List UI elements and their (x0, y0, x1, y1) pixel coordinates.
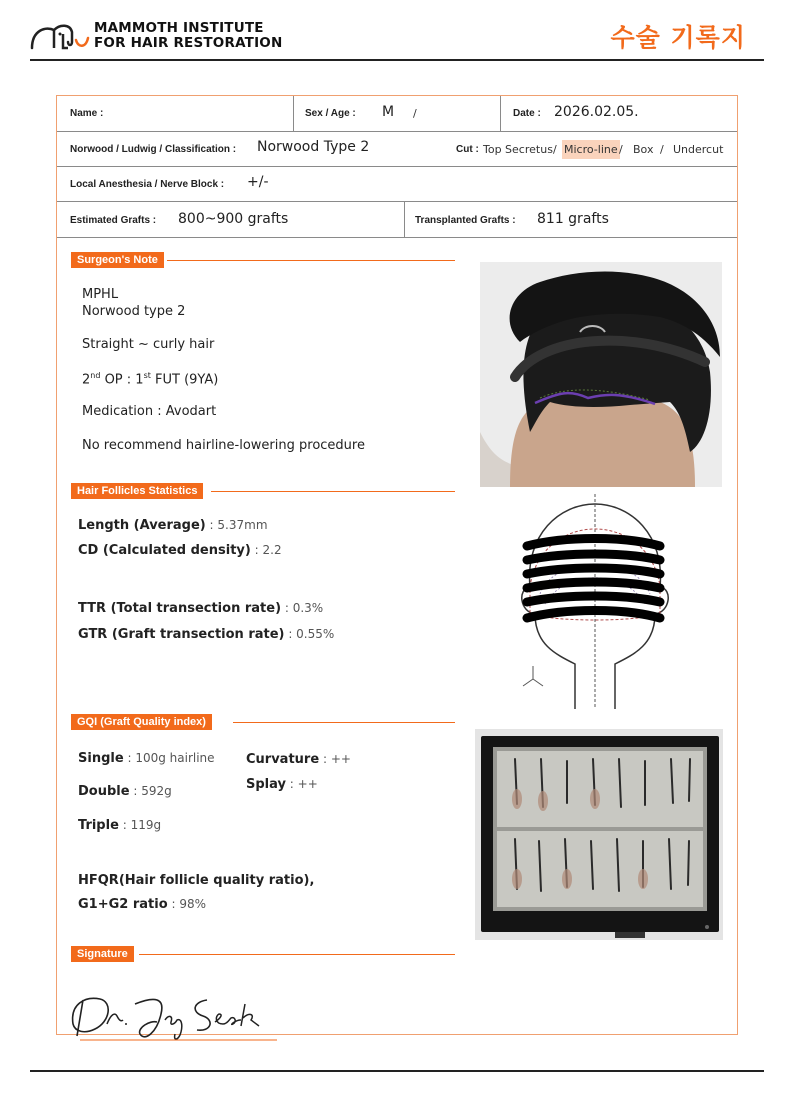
anesthesia-value[interactable]: +/- (247, 174, 269, 190)
section-signature (71, 946, 457, 962)
bottom-rule (30, 1070, 764, 1072)
note-text: FUT (9YA) (150, 372, 219, 388)
gqi-label: Splay (246, 777, 286, 792)
institute-name (94, 21, 283, 50)
row-grafts (57, 202, 737, 238)
divider (293, 96, 294, 131)
cut-separator: / (553, 143, 557, 156)
row-anesthesia (57, 167, 737, 202)
gqi-value: : ++ (285, 777, 318, 791)
cut-separator: / (660, 143, 664, 156)
hairline-photo (480, 262, 722, 487)
stat-value: : 0.3% (281, 601, 324, 615)
gqi-label: G1+G2 ratio (78, 897, 168, 912)
name-label: Name : (70, 108, 104, 119)
cut-option-undercut[interactable]: Undercut (673, 143, 724, 156)
cut-option-micro-line[interactable]: Micro-line (562, 140, 620, 159)
section-hair-follicles-statistics (71, 483, 457, 499)
stat-value: : 0.55% (284, 627, 335, 641)
gqi-g1g2 (78, 897, 206, 912)
head-diagram (515, 494, 675, 714)
cut-option-top-secretus[interactable]: Top Secretus (483, 143, 553, 156)
section-title: GQI (Graft Quality index) (71, 714, 212, 730)
gqi-label: Curvature (246, 752, 320, 767)
estimated-grafts-value[interactable]: 800~900 grafts (178, 211, 289, 227)
signature-image[interactable] (65, 984, 280, 1044)
note-text: 2 (82, 372, 91, 388)
sex-value[interactable]: M (382, 104, 395, 120)
note-line: No recommend hairline-lowering procedure (82, 438, 365, 453)
gqi-value: : ++ (319, 752, 351, 766)
gqi-curvature (246, 752, 351, 767)
institute-line-2: FOR HAIR RESTORATION (94, 34, 283, 51)
cut-label: Cut : (456, 144, 479, 155)
section-title: Hair Follicles Statistics (71, 483, 203, 499)
note-line: Medication : Avodart (82, 404, 217, 419)
gqi-value: : 98% (167, 897, 206, 911)
section-gqi (71, 714, 457, 730)
gqi-value: : 119g (118, 818, 162, 832)
stat-cd (78, 543, 282, 558)
section-title: Surgeon's Note (71, 252, 164, 268)
section-rule (167, 260, 455, 261)
date-label: Date : (513, 108, 541, 119)
transplanted-grafts-label: Transplanted Grafts : (415, 215, 516, 226)
estimated-grafts-label: Estimated Grafts : (70, 215, 157, 226)
gqi-hfqr-text: HFQR(Hair follicle quality ratio), (78, 873, 315, 888)
gqi-label: Triple (78, 818, 119, 833)
stat-gtr (78, 627, 334, 642)
section-rule (233, 722, 455, 723)
gqi-value: : 100g hairline (123, 751, 215, 765)
sex-age-label: Sex / Age : (305, 108, 356, 119)
row-patient-info (57, 96, 737, 132)
stat-label: Length (Average) (78, 518, 206, 533)
record-form (56, 95, 738, 1035)
row-classification (57, 132, 737, 167)
date-value[interactable]: 2026.02.05. (554, 104, 639, 120)
gqi-label: Single (78, 751, 124, 766)
note-text: OP : 1 (100, 372, 144, 388)
document-title: 수술 기록지 (610, 23, 746, 52)
note-line: Straight ~ curly hair (82, 337, 215, 352)
sex-age-separator: / (413, 107, 417, 120)
classification-label: Norwood / Ludwig / Classification : (70, 144, 237, 155)
note-line: Norwood type 2 (82, 304, 186, 319)
section-surgeons-note (71, 252, 457, 268)
section-rule (139, 954, 455, 955)
transplanted-grafts-value[interactable]: 811 grafts (537, 211, 609, 227)
gqi-double (78, 784, 172, 799)
gqi-hfqr (78, 873, 314, 888)
stat-label: CD (Calculated density) (78, 543, 251, 558)
stat-value: : 2.2 (250, 543, 282, 557)
note-superscript: nd (90, 371, 101, 380)
page-header (30, 18, 764, 62)
stat-ttr (78, 601, 323, 616)
note-superscript: st (143, 371, 151, 380)
stat-label: GTR (Graft transection rate) (78, 627, 285, 642)
stat-length (78, 518, 268, 533)
gqi-splay (246, 777, 318, 792)
follicle-monitor-photo (475, 729, 723, 940)
gqi-single (78, 751, 215, 766)
institute-line-1: MAMMOTH INSTITUTE (94, 20, 264, 36)
stat-value: : 5.37mm (205, 518, 268, 532)
top-rule (30, 59, 764, 61)
classification-value[interactable]: Norwood Type 2 (257, 139, 370, 155)
gqi-value: : 592g (129, 784, 172, 798)
elephant-logo-icon (30, 20, 90, 54)
gqi-label: Double (78, 784, 130, 799)
stat-label: TTR (Total transection rate) (78, 601, 282, 616)
section-title: Signature (71, 946, 134, 962)
cut-separator: / (619, 143, 623, 156)
note-line-op-history (82, 371, 218, 387)
gqi-triple (78, 818, 161, 833)
divider (500, 96, 501, 131)
note-line: MPHL (82, 287, 119, 302)
section-rule (211, 491, 455, 492)
cut-option-box[interactable]: Box (633, 143, 654, 156)
anesthesia-label: Local Anesthesia / Nerve Block : (70, 179, 225, 190)
divider (404, 202, 405, 237)
